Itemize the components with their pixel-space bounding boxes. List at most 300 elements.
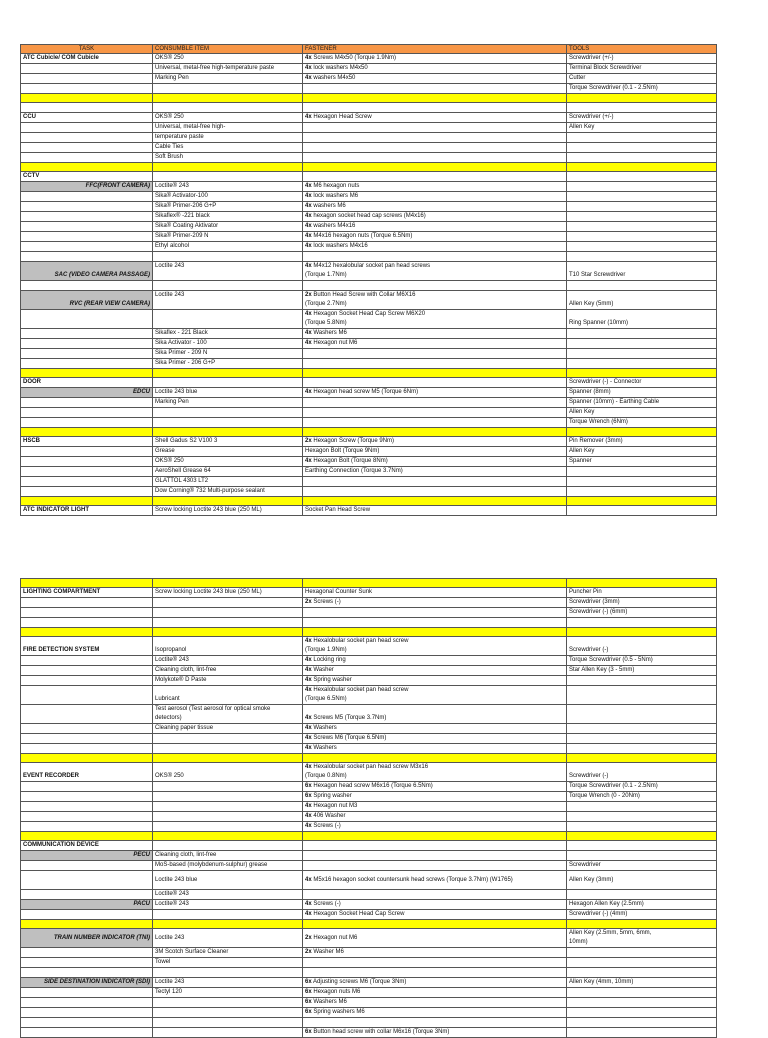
fastener-qty: 4x [305, 193, 312, 199]
consumable-cell [153, 103, 303, 113]
fastener-qty: 4x [305, 458, 312, 464]
task-cell [21, 666, 153, 676]
tools-cell [567, 202, 717, 212]
task-cell [21, 676, 153, 686]
table-row [21, 437, 717, 447]
consumable-text: Grease [155, 448, 175, 454]
table-row [21, 252, 717, 262]
fastener-cell [303, 1028, 567, 1038]
fastener-text: Earthing Connection (Torque 3.7Nm) [305, 468, 403, 474]
fastener-qty: 4x [305, 911, 312, 917]
consumable-cell [153, 734, 303, 744]
fastener-cell [303, 202, 567, 212]
task-cell [21, 705, 153, 724]
fastener-qty: 4x [305, 203, 312, 209]
tools-text: Allen Key [569, 409, 595, 415]
consumable-text: Loctite 243 blue [155, 876, 198, 883]
tools-cell [567, 988, 717, 998]
fastener-cell [303, 968, 567, 978]
consumable-text: Cleaning paper tissue [155, 725, 214, 731]
tools-text: Puncher Pin [569, 589, 602, 595]
fastener-qty: 4x [305, 735, 312, 741]
task-cell [21, 988, 153, 998]
table-row [21, 1008, 717, 1018]
tools-text: Screwdriver (+/-) [569, 114, 614, 120]
task-label: EVENT RECORDER [23, 773, 80, 779]
tools-cell [567, 871, 717, 890]
task-cell [21, 477, 153, 487]
table-row [21, 822, 717, 832]
task-label: TRAIN NUMBER INDICATOR (TNI) [53, 934, 150, 941]
fastener-text: Hexalobular socket pan head screw M3x16 [313, 764, 429, 770]
fastener-cell [303, 64, 567, 74]
consumable-text: Molykote® D Paste [155, 677, 207, 683]
tools-text: Screwdriver (-) [569, 773, 609, 779]
consumable-text: Tectyl 120 [155, 989, 183, 995]
tools-cell [567, 123, 717, 133]
fastener-cell [303, 666, 567, 676]
table-row [21, 656, 717, 666]
consumable-cell [153, 262, 303, 281]
consumable-cell [153, 841, 303, 851]
consumable-text: Universal, metal-free high-temperature paste [155, 65, 275, 71]
tools-text: Hexagon Allen Key (2.5mm) [569, 901, 644, 907]
task-cell [21, 822, 153, 832]
consumable-cell [153, 782, 303, 792]
tools-text: Screwdriver (+/-) [569, 55, 614, 61]
fastener-qty: 6x [305, 1029, 312, 1035]
tools-text: Allen Key (5mm) [569, 301, 614, 307]
consumable-cell [153, 686, 303, 705]
fastener-qty: 4x [305, 764, 312, 770]
fastener-cell [303, 123, 567, 133]
fastener-cell [303, 192, 567, 202]
section-separator-row [21, 497, 717, 506]
table-row [21, 968, 717, 978]
consumable-cell [153, 172, 303, 182]
fastener-text: Screws M6 (Torque 6.5Nm) [313, 735, 387, 741]
tools-cell [567, 958, 717, 968]
tools-cell [567, 666, 717, 676]
separator-cell [303, 428, 567, 437]
fastener-qty: 4x [305, 657, 312, 663]
fastener-text-cont: (Torque 1.7Nm) [305, 272, 347, 278]
separator-cell [21, 497, 153, 506]
table-row [21, 588, 717, 598]
tools-cell [567, 598, 717, 608]
separator-cell [153, 628, 303, 637]
consumable-text: Loctite 243 [155, 263, 185, 269]
maintenance-table-1 [20, 44, 717, 516]
fastener-cell [303, 262, 567, 281]
fastener-qty: 4x [305, 330, 312, 336]
table-row [21, 506, 717, 516]
separator-cell [303, 920, 567, 929]
fastener-text: lock washers M4x50 [313, 65, 368, 71]
separator-cell [153, 94, 303, 103]
fastener-text: Hexagon head screw M5 (Torque 6Nm) [313, 389, 419, 395]
fastener-cell [303, 676, 567, 686]
fastener-text: Hexagon nut M3 [313, 803, 358, 809]
tools-cell [567, 487, 717, 497]
fastener-text: 406 Washer [313, 813, 346, 819]
table-row [21, 103, 717, 113]
table-row [21, 782, 717, 792]
fastener-cell [303, 871, 567, 890]
tools-cell [567, 398, 717, 408]
separator-cell [567, 832, 717, 841]
separator-cell [21, 163, 153, 172]
fastener-text: Spring washers M6 [313, 1009, 365, 1015]
consumable-cell [153, 588, 303, 598]
separator-cell [21, 832, 153, 841]
fastener-cell [303, 744, 567, 754]
consumable-cell [153, 182, 303, 192]
fastener-qty: 4x [305, 75, 312, 81]
consumable-text: Sikaflex® -221 black [155, 213, 210, 219]
fastener-text: Hexagon Socket Head Cap Screw [313, 911, 405, 917]
tools-text: Allen Key (3mm) [569, 876, 614, 883]
task-cell [21, 143, 153, 153]
tools-text: Spanner (10mm) - Earthing Cable [569, 399, 660, 405]
task-cell [21, 418, 153, 428]
table-row [21, 182, 717, 192]
task-label: SAC (VIDEO CAMERA PASSAGE) [54, 272, 150, 278]
fastener-text: Button head screw with collar M6x16 (Torque 3Nm) [313, 1029, 450, 1035]
fastener-cell [303, 359, 567, 369]
tools-text: Torque Screwdriver (0.5 - 5Nm) [569, 657, 653, 663]
table-row [21, 676, 717, 686]
task-label: PECU [133, 852, 150, 858]
consumable-cell [153, 666, 303, 676]
fastener-qty: 2x [305, 934, 312, 941]
tools-cell [567, 172, 717, 182]
tools-cell [567, 724, 717, 734]
tools-cell [567, 910, 717, 920]
fastener-cell [303, 113, 567, 123]
consumable-cell [153, 437, 303, 447]
consumable-cell [153, 212, 303, 222]
tools-cell [567, 281, 717, 291]
fastener-text: Washers [313, 725, 337, 731]
fastener-qty: 4x [305, 803, 312, 809]
tools-cell [567, 978, 717, 988]
separator-cell [567, 163, 717, 172]
tools-text: Allen Key [569, 124, 595, 130]
table-row [21, 359, 717, 369]
task-cell [21, 133, 153, 143]
fastener-text: M4x16 hexagon nuts (Torque 6.5Nm) [313, 233, 413, 239]
consumable-cell [153, 84, 303, 94]
fastener-qty: 4x [305, 715, 312, 721]
fastener-text: Hexalobular socket pan head screw [313, 638, 409, 644]
consumable-cell [153, 744, 303, 754]
task-cell [21, 637, 153, 656]
fastener-qty: 4x [305, 65, 312, 71]
tools-cell [567, 143, 717, 153]
fastener-cell [303, 588, 567, 598]
fastener-text: M6 hexagon nuts [313, 183, 360, 189]
fastener-text: Hexalobular socket pan head screw [313, 687, 409, 693]
task-label: DOOR [23, 379, 41, 385]
table-row [21, 890, 717, 900]
fastener-text: Washers M6 [313, 330, 347, 336]
table-row [21, 310, 717, 329]
separator-cell [153, 369, 303, 378]
fastener-text: Hexagon head screw M6x16 (Torque 6.5Nm) [313, 783, 433, 789]
task-label: ATC INDICATOR LIGHT [23, 507, 89, 513]
fastener-cell [303, 900, 567, 910]
fastener-cell [303, 310, 567, 329]
header-task: TASK [21, 45, 153, 54]
task-cell [21, 487, 153, 497]
table-row [21, 84, 717, 94]
table-row [21, 172, 717, 182]
consumable-text: Loctite® 243 [155, 891, 189, 897]
fastener-cell [303, 437, 567, 447]
table-row [21, 222, 717, 232]
tools-cell [567, 851, 717, 861]
fastener-text: Screws (-) [313, 599, 341, 605]
task-cell [21, 123, 153, 133]
consumable-cell [153, 988, 303, 998]
consumable-text: OKS® 250 [155, 773, 184, 779]
fastener-text: Washer [313, 667, 334, 673]
tools-cell [567, 113, 717, 123]
consumable-cell [153, 705, 303, 724]
tools-cell [567, 388, 717, 398]
consumable-text: Loctite® 243 [155, 183, 189, 189]
table-row [21, 686, 717, 705]
table-row [21, 192, 717, 202]
tools-text: Screwdriver (-) (6mm) [569, 609, 628, 615]
tools-cell [567, 437, 717, 447]
fastener-cell [303, 637, 567, 656]
tools-cell [567, 339, 717, 349]
task-label: LIGHTING COMPARTMENT [23, 589, 101, 595]
fastener-cell [303, 232, 567, 242]
fastener-qty: 6x [305, 783, 312, 789]
separator-cell [21, 920, 153, 929]
task-cell [21, 841, 153, 851]
consumable-text: Ethyl alcohol [155, 243, 190, 249]
fastener-text: Hexagon Bolt (Torque 8Nm) [313, 458, 388, 464]
separator-cell [567, 369, 717, 378]
tools-cell [567, 212, 717, 222]
table-row [21, 637, 717, 656]
maintenance-table-2 [20, 578, 717, 1038]
table-row [21, 329, 717, 339]
fastener-text-cont: (Torque 0.8Nm) [305, 773, 347, 779]
fastener-qty: 4x [305, 340, 312, 346]
tools-cell [567, 763, 717, 782]
fastener-text: Hexagon Screw (Torque 9Nm) [313, 438, 395, 444]
fastener-cell [303, 143, 567, 153]
task-cell [21, 359, 153, 369]
tools-cell [567, 252, 717, 262]
consumable-cell [153, 291, 303, 310]
tools-text: Screwdriver (-) - Connector [569, 379, 642, 385]
task-cell [21, 588, 153, 598]
separator-cell [21, 369, 153, 378]
tools-cell [567, 418, 717, 428]
table-row [21, 998, 717, 1008]
fastener-text: Spring washer [313, 677, 352, 683]
table-row [21, 349, 717, 359]
fastener-text: lock washers M6 [313, 193, 359, 199]
tools-cell [567, 329, 717, 339]
consumable-text-cont: detectors) [155, 715, 182, 721]
consumable-text: Loctite 243 blue [155, 389, 198, 395]
tools-cell [567, 457, 717, 467]
tools-cell [567, 310, 717, 329]
consumable-cell [153, 487, 303, 497]
tools-text: Screwdriver (-) [569, 647, 609, 653]
task-cell [21, 900, 153, 910]
fastener-cell [303, 958, 567, 968]
separator-cell [567, 497, 717, 506]
separator-cell [303, 163, 567, 172]
fastener-text: Adjusting screws M6 (Torque 3Nm) [313, 979, 407, 985]
consumable-cell [153, 252, 303, 262]
table-row [21, 477, 717, 487]
fastener-qty: 4x [305, 823, 312, 829]
fastener-cell [303, 487, 567, 497]
consumable-text: Loctite 243 [155, 934, 185, 941]
fastener-text-cont: (Torque 2.7Nm) [305, 301, 347, 307]
tools-cell [567, 618, 717, 628]
task-cell [21, 447, 153, 457]
fastener-cell [303, 988, 567, 998]
fastener-cell [303, 388, 567, 398]
table-row [21, 339, 717, 349]
task-cell [21, 281, 153, 291]
fastener-cell [303, 133, 567, 143]
table-row [21, 467, 717, 477]
task-cell [21, 467, 153, 477]
separator-cell [21, 428, 153, 437]
fastener-text: Locking ring [313, 657, 346, 663]
consumable-cell [153, 802, 303, 812]
fastener-text: Hexagonal Counter Sunk [305, 589, 373, 595]
consumable-cell [153, 822, 303, 832]
fastener-qty: 4x [305, 389, 312, 395]
tools-cell [567, 84, 717, 94]
fastener-text: Hexagon nuts M6 [313, 989, 361, 995]
fastener-qty: 4x [305, 223, 312, 229]
fastener-cell [303, 54, 567, 64]
task-cell [21, 734, 153, 744]
task-cell [21, 608, 153, 618]
fastener-qty: 6x [305, 979, 312, 985]
tools-cell [567, 841, 717, 851]
consumable-cell [153, 676, 303, 686]
task-label: HSCB [23, 438, 41, 444]
consumable-text: Screw locking Loctite 243 blue (250 ML) [155, 589, 262, 595]
fastener-qty: 6x [305, 793, 312, 799]
fastener-qty: 4x [305, 55, 312, 61]
task-cell [21, 948, 153, 958]
consumable-cell [153, 232, 303, 242]
consumable-cell [153, 724, 303, 734]
tools-text: Screwdriver [569, 862, 601, 868]
fastener-qty: 2x [305, 599, 312, 605]
consumable-text: Sika Primer - 206 G+P [155, 360, 216, 366]
table-row [21, 724, 717, 734]
consumable-cell [153, 123, 303, 133]
table-row [21, 958, 717, 968]
task-cell [21, 802, 153, 812]
task-label: ATC Cubicle/ COM Cubicle [23, 55, 99, 61]
table-row [21, 74, 717, 84]
tools-cell [567, 998, 717, 1008]
task-cell [21, 871, 153, 890]
consumable-cell [153, 192, 303, 202]
task-cell [21, 252, 153, 262]
consumable-text: Test aerosol (Test aerosol for optical smoke [155, 706, 271, 712]
table-row [21, 202, 717, 212]
section-separator-row [21, 163, 717, 172]
task-cell [21, 74, 153, 84]
header-consumable: CONSUMBLE ITEM [153, 45, 303, 54]
consumable-text: Sika® Primer-209 N [155, 233, 209, 239]
tools-cell [567, 676, 717, 686]
fastener-cell [303, 349, 567, 359]
tools-cell [567, 968, 717, 978]
task-label: RVC (REAR VIEW CAMERA) [69, 301, 150, 307]
task-cell [21, 202, 153, 212]
fastener-text: Hexagon Socket Head Cap Screw M6X20 [313, 311, 426, 317]
consumable-cell [153, 281, 303, 291]
consumable-cell [153, 113, 303, 123]
fastener-cell [303, 861, 567, 871]
consumable-text: Loctite 243 [155, 979, 185, 985]
consumable-cell [153, 457, 303, 467]
tools-cell [567, 822, 717, 832]
fastener-cell [303, 457, 567, 467]
fastener-cell [303, 329, 567, 339]
table-row [21, 598, 717, 608]
tools-cell [567, 929, 717, 948]
task-cell [21, 656, 153, 666]
fastener-cell [303, 948, 567, 958]
task-cell [21, 812, 153, 822]
table-row [21, 418, 717, 428]
fastener-text: washers M6 [313, 203, 346, 209]
table-row [21, 133, 717, 143]
fastener-cell [303, 686, 567, 705]
consumable-cell [153, 929, 303, 948]
table-row [21, 153, 717, 163]
fastener-cell [303, 1008, 567, 1018]
consumable-cell [153, 143, 303, 153]
table-row [21, 447, 717, 457]
tools-cell [567, 192, 717, 202]
fastener-text: Washer M6 [313, 949, 344, 955]
consumable-text: Cable Ties [155, 144, 184, 150]
tools-text: Screwdriver (3mm) [569, 599, 620, 605]
header-fastener: FASTENER [303, 45, 567, 54]
consumable-cell [153, 968, 303, 978]
task-cell [21, 212, 153, 222]
tools-cell [567, 408, 717, 418]
fastener-cell [303, 841, 567, 851]
fastener-text: Screws (-) [313, 901, 341, 907]
task-cell [21, 378, 153, 388]
task-cell [21, 192, 153, 202]
fastener-cell [303, 74, 567, 84]
consumable-cell [153, 153, 303, 163]
